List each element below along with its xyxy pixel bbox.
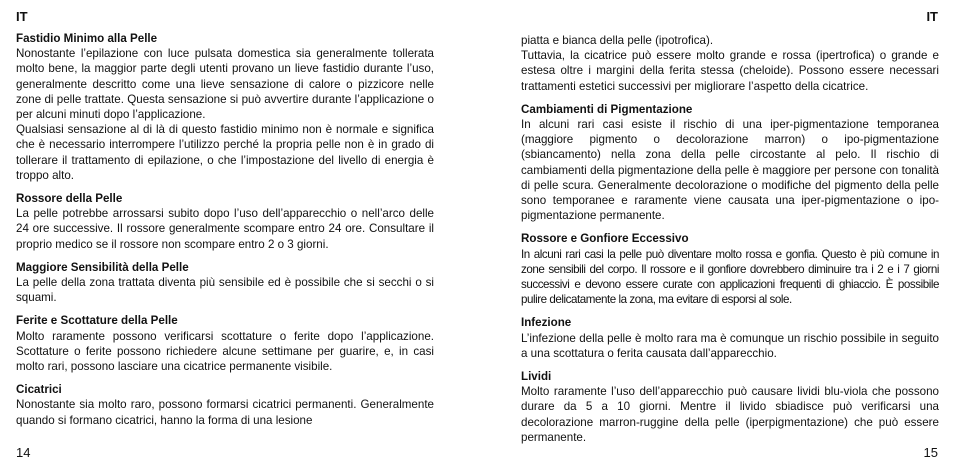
- language-label: IT: [926, 9, 938, 24]
- section-ferite: [16, 313, 434, 374]
- left-column: [16, 31, 434, 436]
- page-number: 15: [923, 445, 938, 460]
- section-title: Rossore e Gonfiore Eccessivo: [521, 232, 689, 246]
- section-infezione: [521, 315, 939, 361]
- section-paragraph: La pelle della zona trattata diventa più sensibile ed è possibile che si secchi o si squami.: [16, 276, 434, 305]
- section-rossore: [16, 191, 434, 252]
- section-title: Cicatrici: [16, 383, 62, 397]
- section-title: Ferite e Scottature della Pelle: [16, 314, 178, 328]
- continuation-paragraph: piatta e bianca della pelle (ipotrofica).: [521, 34, 714, 47]
- section-cicatrici-continued: [521, 33, 939, 94]
- continuation-paragraph: Tuttavia, la cicatrice può essere molto grande e rossa (ipertrofica) o grande e estesa oltre i margini della ferita stessa (cheloide). Possono essere necessari trattamenti estetici successivi per migliorare l’aspetto della cicatrice.: [521, 49, 939, 93]
- section-gonfiore: [521, 231, 939, 307]
- page-number: 14: [16, 445, 31, 460]
- section-title: Fastidio Minimo alla Pelle: [16, 32, 158, 45]
- right-column: [521, 33, 939, 453]
- section-title: Maggiore Sensibilità della Pelle: [16, 260, 189, 274]
- section-title: Infezione: [521, 316, 572, 330]
- section-paragraph: Nonostante l’epilazione con luce pulsata domestica sia generalmente tollerata molto bene, la maggior parte degli utenti provano un lieve fastidio durante l’uso, generalmente descritto come una lieve sensazione di calore o pizzicore nelle zone di pelle trattate. Questa sensazione si può avvertire durante l’applicazione o per alcuni minuti dopo l’applicazione.: [16, 47, 434, 122]
- right-page: [477, 0, 954, 470]
- section-paragraph: Qualsiasi sensazione al di là di questo fastidio minimo non è normale e significa che è necessario interrompere l’utilizzo perché la propria pelle non è in grado di tollerare il trattamento di epilazione, o che l’impostazione del livello di energia è troppo alto.: [16, 123, 434, 182]
- section-title: Lividi: [521, 370, 552, 384]
- section-lividi: [521, 369, 939, 445]
- section-cicatrici: [16, 382, 434, 428]
- section-sensibilita: [16, 260, 434, 306]
- section-paragraph: Molto raramente possono verificarsi scottature o ferite dopo l’applicazione. Scottature o ferite possono richiedere alcune settimane per guarire, e, in casi molto rari, possono lasciare una cicatrice permanente visibile.: [16, 329, 434, 374]
- section-paragraph: Nonostante sia molto raro, possono formarsi cicatrici permanenti. Generalmente quando si formano cicatrici, hanno la forma di una lesione: [16, 398, 434, 427]
- section-title: Rossore della Pelle: [16, 192, 123, 206]
- section-fastidio: [16, 31, 434, 183]
- language-label: IT: [16, 9, 28, 24]
- section-paragraph: In alcuni rari casi la pelle può diventare molto rossa e gonfia. Questo è più comune in zone sensibili del corpo. Il rossore e il gonfiore dovrebbero diminuire tra i 2 e i 7 giorni successivi e devono essere curate con applicazioni frequenti di ghiaccio. È possibile pulire delicatamente la zona, ma evitare di esporsi al sole.: [521, 247, 939, 307]
- section-paragraph: L’infezione della pelle è molto rara ma è comunque un rischio possibile in seguito a una scottatura o ferita causata dall’apparecchio.: [521, 331, 939, 360]
- section-title: Cambiamenti di Pigmentazione: [521, 102, 693, 116]
- section-paragraph: Molto raramente l’uso dell’apparecchio può causare lividi blu-viola che possono durare da 5 a 10 giorni. Mentre il livido sbiadisce può verificarsi una decolorazione marron-ruggine della pelle (iperpigmentazione) che può essere permanente.: [521, 385, 939, 444]
- section-paragraph: La pelle potrebbe arrossarsi subito dopo l’uso dell’apparecchio o nell’arco delle 24 ore successive. Il rossore generalmente scompare entro 24 ore. Consultare il proprio medico se il rossore non scompare entro 2 o 3 giorni.: [16, 207, 434, 251]
- section-pigmentazione: [521, 102, 939, 224]
- section-paragraph: In alcuni rari casi esiste il rischio di una iper-pigmentazione temporanea (maggiore pigmento o decolorazione marron) o ipo-pigmentazione (sbiancamento) nella zona della pelle circostante al pelo. Il rischio di cambiamenti della pigmentazione della pelle è maggiore per persone con tonalità di pelle scura. Generalmente decolorazione o modifiche del pigmento della pelle sono temporanee e raramente viene causata una iper-pigmentazione o ipo-pigmentazione permanente.: [521, 118, 939, 223]
